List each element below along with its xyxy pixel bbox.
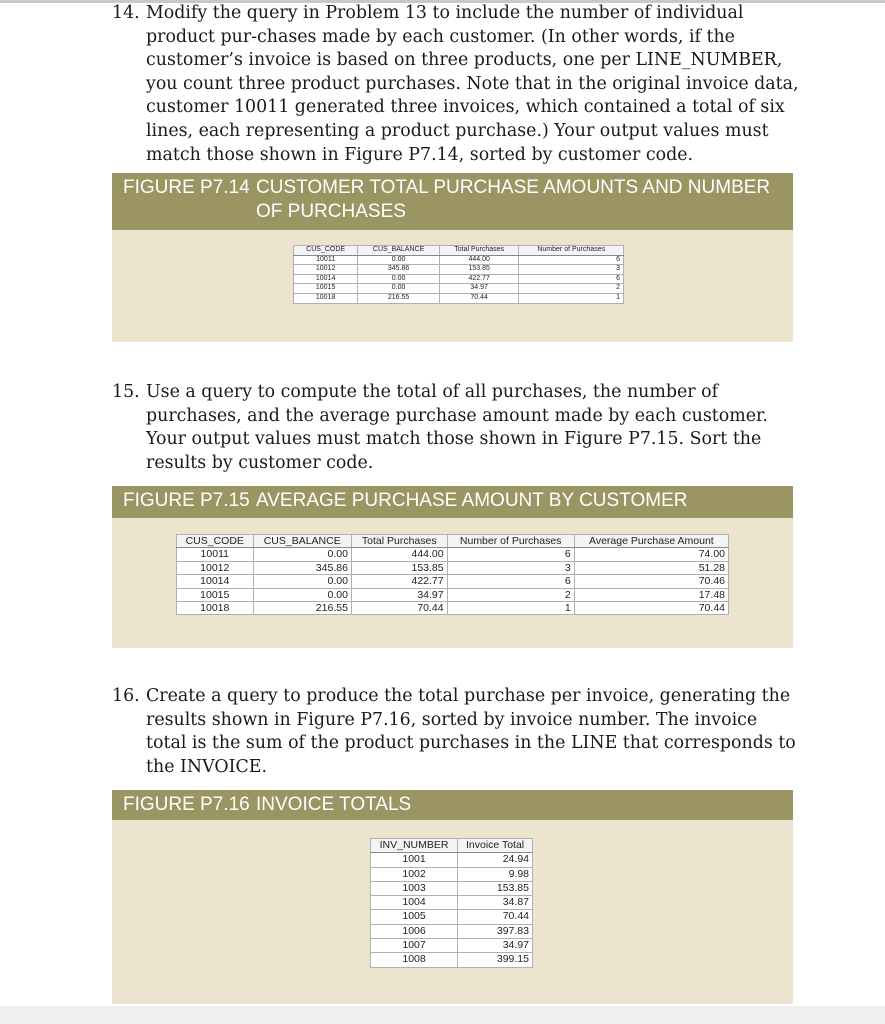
table-row (371, 939, 533, 953)
table-cell: 0.00 (253, 548, 351, 561)
table-cell: 10015 (177, 588, 254, 601)
problem-14 (112, 2, 802, 167)
table-cell: 1005 (371, 910, 458, 924)
figure-p7-16-body (112, 820, 793, 1004)
problem-number: 16. (112, 686, 140, 706)
problem-text: Use a query to compute the total of all purchases, the number of purchases, and the average purchase amount made by each customer. Your output values must match those shown in Figure P7.15. Sort the results by customer code. (146, 382, 768, 473)
table-cell: 74.00 (574, 548, 728, 561)
table-cell: 10011 (177, 548, 254, 561)
table-row (371, 853, 533, 867)
table-cell: 0.00 (358, 274, 440, 284)
figure-title: CUSTOMER TOTAL PURCHASE AMOUNTS AND NUMBER OF PURCHASES (256, 177, 771, 222)
table-cell: 17.48 (574, 588, 728, 601)
table-row (177, 548, 729, 561)
problem-text: Modify the query in Problem 13 to include the number of individual product pur-chases made by each customer. (In other words, if the customer’s invoice is based on three products, one per LINE_NUMBER, you count three product purchases. Note that in the original invoice data, customer 10011 generated three invoices, which contained a total of six lines, each representing a product purchase.) Your output values must match those shown in Figure P7.14, sorted by customer code. (146, 3, 799, 165)
figure-p7-16-header (112, 790, 793, 820)
column-header: INV_NUMBER (371, 839, 458, 853)
table-cell: 399.15 (458, 953, 533, 967)
table-cell: 10014 (177, 575, 254, 588)
table-row (177, 588, 729, 601)
table-cell: 397.83 (458, 924, 533, 938)
column-header: Invoice Total (458, 839, 533, 853)
table-cell: 1001 (371, 853, 458, 867)
table-cell: 444.00 (351, 548, 447, 561)
column-header: CUS_CODE (294, 246, 358, 256)
problem-16 (112, 685, 802, 779)
table-cell: 422.77 (439, 274, 519, 284)
table-cell: 2 (519, 284, 624, 294)
column-header: Total Purchases (351, 535, 447, 548)
figure-title: INVOICE TOTALS (256, 794, 412, 815)
table-row (177, 575, 729, 588)
table-cell: 70.44 (439, 293, 519, 303)
table-cell: 1006 (371, 924, 458, 938)
table-row (177, 602, 729, 615)
figure-p7-14-body (112, 230, 793, 342)
table-cell: 10012 (177, 561, 254, 574)
table-row (371, 881, 533, 895)
table-cell: 1002 (371, 867, 458, 881)
table-cell: 70.44 (458, 910, 533, 924)
table-row (294, 265, 624, 275)
column-header: CUS_CODE (177, 535, 254, 548)
table-cell: 1 (447, 602, 574, 615)
table-cell: 1008 (371, 953, 458, 967)
table-cell: 1007 (371, 939, 458, 953)
table-row (371, 896, 533, 910)
table-cell: 6 (447, 575, 574, 588)
table-cell: 10018 (294, 293, 358, 303)
table-cell: 345.86 (253, 561, 351, 574)
table-cell: 34.97 (458, 939, 533, 953)
column-header: CUS_BALANCE (253, 535, 351, 548)
figure-p7-15-body (112, 518, 793, 648)
table-cell: 24.94 (458, 853, 533, 867)
table-cell: 1 (519, 293, 624, 303)
table-row (177, 561, 729, 574)
table-cell: 2 (447, 588, 574, 601)
problem-number: 15. (112, 382, 140, 402)
problem-text: Create a query to produce the total purchase per invoice, generating the results shown in Figure P7.16, sorted by invoice number. The invoice total is the sum of the product purchases in the LINE that corresponds to the INVOICE. (146, 686, 796, 777)
table-cell: 9.98 (458, 867, 533, 881)
table-cell: 6 (519, 255, 624, 265)
table-cell: 34.97 (439, 284, 519, 294)
table-cell: 3 (447, 561, 574, 574)
figure-title: AVERAGE PURCHASE AMOUNT BY CUSTOMER (256, 490, 688, 511)
figure-p7-15-header (112, 486, 793, 518)
table-cell: 34.87 (458, 896, 533, 910)
figure-label: FIGURE P7.15 (123, 490, 250, 511)
table-row (371, 953, 533, 967)
table-cell: 1004 (371, 896, 458, 910)
table-row (294, 274, 624, 284)
table-cell: 70.46 (574, 575, 728, 588)
table-cell: 153.85 (458, 881, 533, 895)
table-cell: 345.86 (358, 265, 440, 275)
table-cell: 153.85 (439, 265, 519, 275)
purchase-count-table (293, 245, 624, 304)
table-row (294, 293, 624, 303)
page-bottom-bar (0, 1006, 885, 1024)
table-cell: 10011 (294, 255, 358, 265)
table-cell: 1003 (371, 881, 458, 895)
table-cell: 10012 (294, 265, 358, 275)
table-cell: 0.00 (253, 588, 351, 601)
figure-label: FIGURE P7.14 (123, 177, 250, 198)
table-row (371, 924, 533, 938)
table-cell: 6 (447, 548, 574, 561)
table-cell: 70.44 (351, 602, 447, 615)
problem-15 (112, 381, 802, 475)
table-cell: 10018 (177, 602, 254, 615)
table-cell: 6 (519, 274, 624, 284)
table-row (371, 867, 533, 881)
table-cell: 216.55 (253, 602, 351, 615)
table-cell: 444.00 (439, 255, 519, 265)
table-cell: 10014 (294, 274, 358, 284)
column-header: Number of Purchases (519, 246, 624, 256)
table-row (294, 255, 624, 265)
problem-number: 14. (112, 3, 140, 23)
table-cell: 422.77 (351, 575, 447, 588)
table-cell: 70.44 (574, 602, 728, 615)
figure-p7-14-header (112, 173, 793, 230)
table-cell: 34.97 (351, 588, 447, 601)
average-purchase-table (176, 534, 729, 615)
column-header: Average Purchase Amount (574, 535, 728, 548)
table-cell: 0.00 (358, 255, 440, 265)
table-cell: 0.00 (253, 575, 351, 588)
table-cell: 0.00 (358, 284, 440, 294)
column-header: CUS_BALANCE (358, 246, 440, 256)
column-header: Number of Purchases (447, 535, 574, 548)
table-row (371, 910, 533, 924)
table-row (294, 284, 624, 294)
column-header: Total Purchases (439, 246, 519, 256)
invoice-totals-table (370, 838, 533, 968)
table-cell: 51.28 (574, 561, 728, 574)
table-cell: 3 (519, 265, 624, 275)
table-cell: 153.85 (351, 561, 447, 574)
figure-label: FIGURE P7.16 (123, 794, 250, 815)
table-cell: 216.55 (358, 293, 440, 303)
table-cell: 10015 (294, 284, 358, 294)
